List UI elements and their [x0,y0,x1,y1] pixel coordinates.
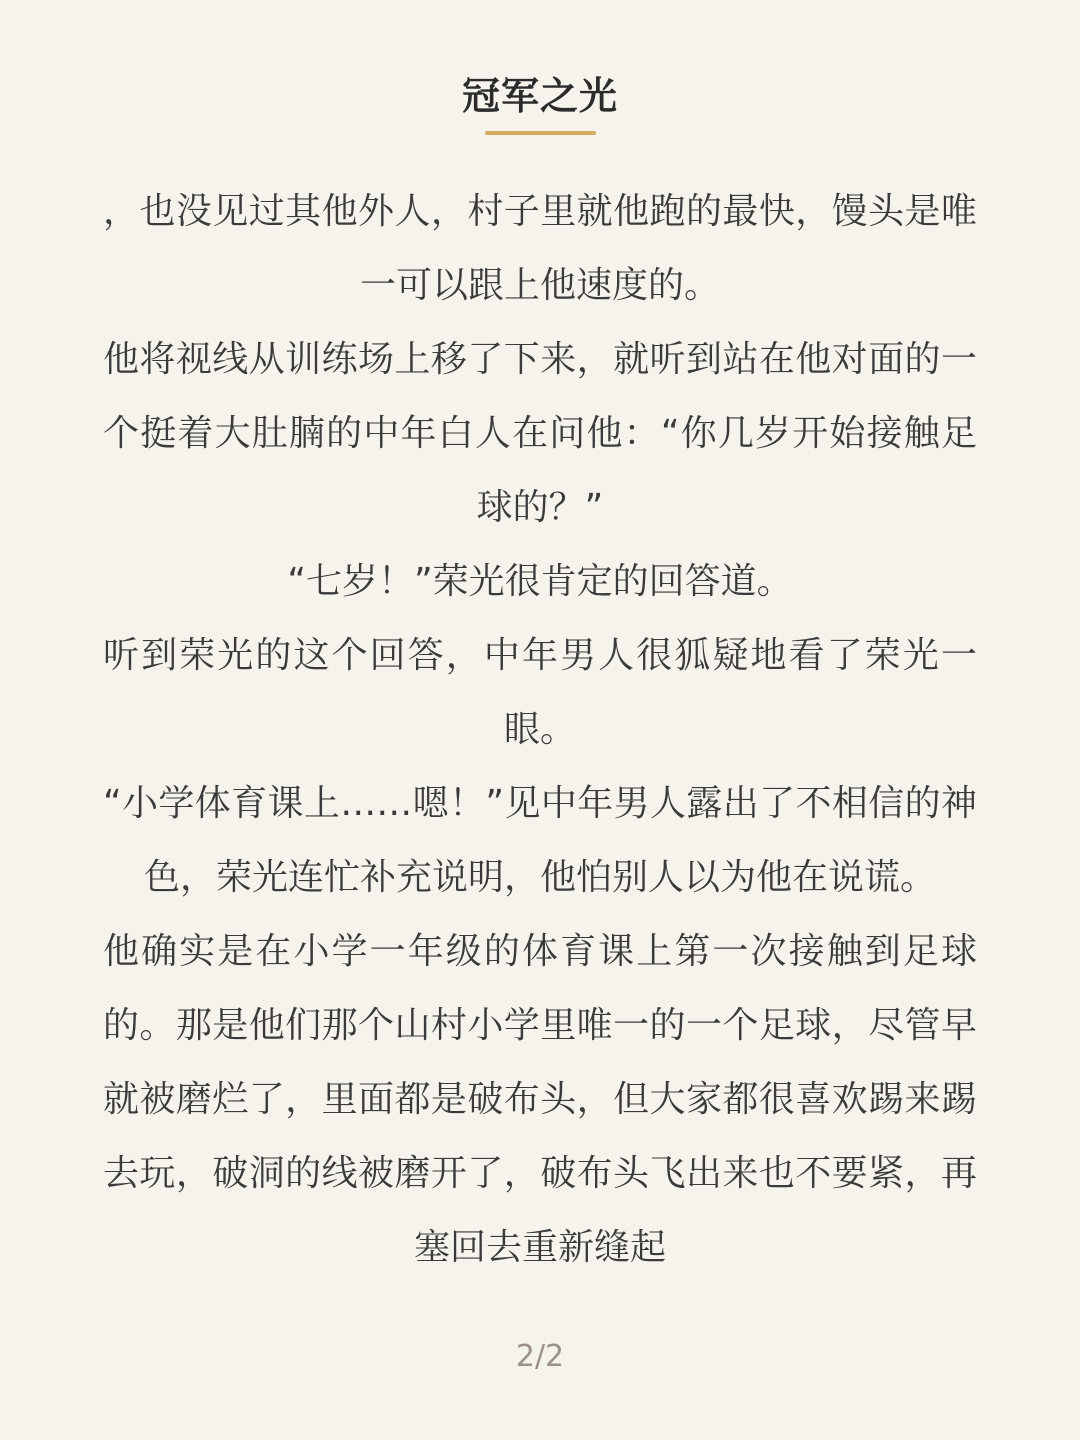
page-title: 冠军之光 [461,74,618,118]
paragraph: “七岁！”荣光很肯定的回答道。 [287,561,793,602]
body-text [103,175,977,1285]
page-number: 2/2 [515,1339,565,1374]
title-underline [485,131,596,135]
paragraph: 听到荣光的这个回答，中年男人很狐疑地看了荣光一眼。 [103,635,977,750]
paragraph: 他确实是在小学一年级的体育课上第一次接触到足球的。那是他们那个山村小学里唯一的一个足球，尽管早就被磨烂了，里面都是破布头，但大家都很喜欢踢来踢去玩，破洞的线被磨开了，破布头飞出来也不要紧，再塞回去重新缝起 [103,931,977,1268]
paragraph: ，也没见过其他外人，村子里就他跑的最快，馒头是唯一可以跟上他速度的。 [103,191,977,306]
paragraph: “小学体育课上……嗯！”见中年男人露出了不相信的神色，荣光连忙补充说明，他怕别人以为他在说谎。 [103,783,977,898]
paragraph: 他将视线从训练场上移了下来，就听到站在他对面的一个挺着大肚腩的中年白人在问他：“你几岁开始接触足球的？” [103,339,977,528]
